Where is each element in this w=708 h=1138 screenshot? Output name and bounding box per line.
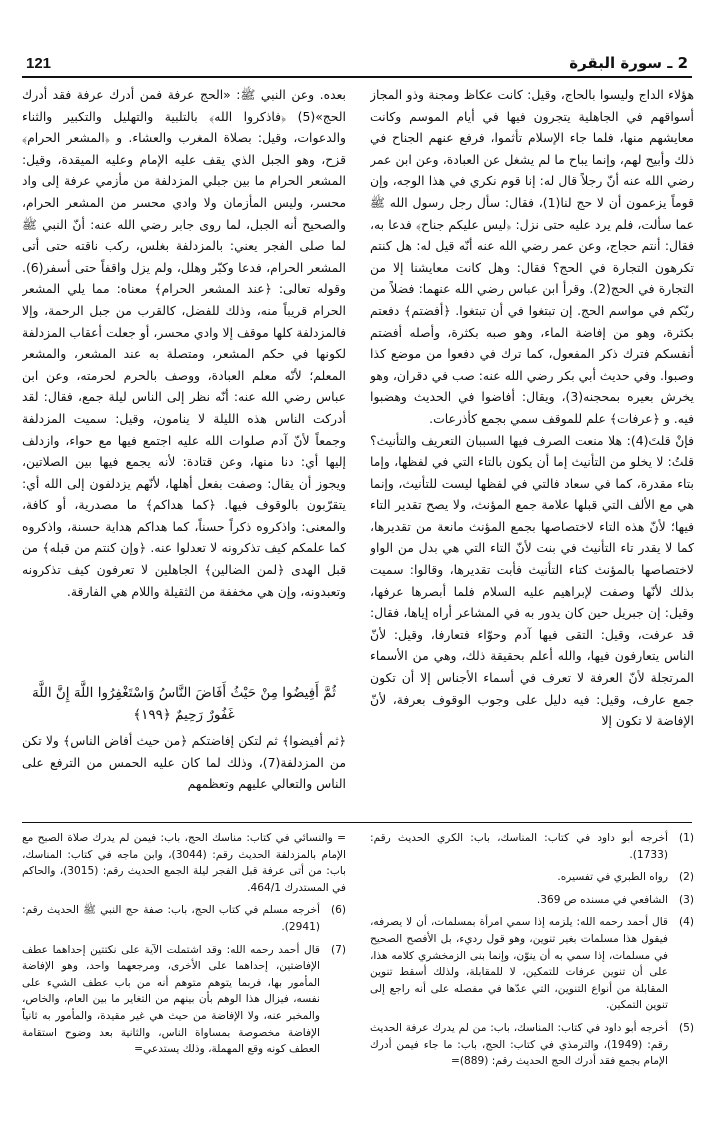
footnote-item <box>370 830 694 863</box>
footnote-text: قال أحمد رحمه الله: وقد اشتملت الآية على نكتتين إحداهما عطف الإفاضتين، إحداهما على الأخرى، ومرجعهما واحد، وهو الإفاضة المأمور بها، فربما يتوهم متوهم أنه من باب عطف الشيء على نفسه، فيزال هذا الوهم بأن بينهم من التغاير ما بين العام، والخاص، والمخبر عنه، ولا الإفاضة من حيث هي غير مقيدة، والمأمور به ثانياً الإفاضة مخصوصة بمساواة الناس، والثانية بعد وضوح استقامة العطف كونه وقع المهملة، وذلك يستدعي= <box>22 943 320 1056</box>
after-verse-paragraph: ﴿ثم أفيضوا﴾ ثم لتكن إفاضتكم ﴿من حيث أفاض الناس﴾ ولا تكن من المزدلفة(7)، وذلك لما كان عليه الحمس من الترفع على الناس والتعالي عليهم وتعظمهم <box>22 733 346 792</box>
footnote-item <box>370 892 694 909</box>
footnote-number: (3) <box>678 893 694 906</box>
footnote-text: قال أحمد رحمه الله: يلزمه إذا سمي امرأة بمسلمات، أن لا يصرفه، فيقول هذا مسلمات بغير تنوين، وهو قول رديء، بل الأفصح الصحيح في مسلمات، إذا سمي به أن ينوّن، وإنما بنى الزمخشري كلامه هذا، على أن تنوين عرفات للتمكين، لا للمقابلة، ولذلك أسقط تنوين المقابلة من أنواع التنوين، التي عدّها في مفصله على أنه راجع إلى تنوين التمكين. <box>370 916 668 1012</box>
footnotes-left-column <box>22 830 346 1130</box>
left-paragraph-1: بعده. وعن النبي ﷺ: «الحج عرفة فمن أدرك عرفة فقد أدرك الحج»(5) ﴿فاذكروا الله﴾ بالتلبية والتهليل والتكبير والثناء والدعوات، وقيل: بصلاة المغرب والعشاء. و ﴿المشعر الحرام﴾ قزح، وهو الجبل الذي يقف عليه الإمام وعليه الميقدة، وقيل: المشعر الحرام ما بين جبلي المزدلفة من مأزمي عرفة إلى واد محسر، وليس المأزمان ولا وادي محسر من المشعر الحرام، والصحيح أنه الجبل، لما روى جابر رضي الله عنه: أنّ النبي ﷺ لما صلى الفجر يعني: بالمزدلفة بغلس، ركب ناقته حتى أتى المشعر الحرام، فدعا وكبّر وهلل، ولم يزل واقفاً حتى أسفر(6). وقوله تعالى: ﴿عند المشعر الحرام﴾ معناه: مما يلي المشعر الحرام قريباً منه، وذلك للفضل، كالقرب من جبل الرحمة، وإلا فالمزدلفة كلها موقف إلا وادي محسر، أو جعلت أعقاب المزدلفة لكونها في حكم المشعر، ومتصلة به عند المشعر، والمشعر المعلم؛ لأنّه معلم العبادة، ووصف بالحرم لحرمته، وعن ابن عباس رضي الله عنه: أنّه نظر إلى الناس ليلة جمع، فقال: لقد أدركت الناس هذه الليلة لا ينامون، وقيل: سميت المزدلفة وجمعاً لأنّ آدم صلوات الله عليه اجتمع فيها مع حواء، وازدلف إليها أي: دنا منها، وعن قتادة: لأنه يجمع فيها بين الصلاتين، ويجوز أن يقال: وصفت بفعل أهلها، لأنّهم يزدلفون إلى الله أي: يتقرّبون بالوقوف فيها. ﴿كما هداكم﴾ ما مصدرية، أو كافة، والمعنى: واذكروه ذكراً حسناً، كما هداكم هداية حسنة، واذكروه كما علمكم كيف تذكرونه لا تعدلوا عنه. ﴿وإن كنتم من قبله﴾ من قبل الهدى ﴿لمن الضالين﴾ الجاهلين لا تعرفون كيف تذكرونه وتعبدونه، وإن هي مخففة من الثقيلة واللام هي الفارقة. <box>22 87 346 599</box>
footnote-number: (4) <box>678 916 694 929</box>
page-number: 121 <box>26 55 52 72</box>
right-paragraph-1: هؤلاء الداج وليسوا بالحاج، وقيل: كانت عكاظ ومجنة وذو المجاز أسواقهم في الجاهلية يتجرون فيها في أيام الموسم وكانت معايشهم منها، فلما جاء الإسلام تأثموا، فرفع عنهم الجناح في ذلك وأبيح لهم، وإنما يباح ما لم يشغل عن العبادة، وعن ابن عمر رضي الله عنه أنّ رجلاً قال له: إنا قوم نكري في هذا الوجه، وإن قوماً يزعمون أن لا حج لنا(1)، فقال: سأل رجل رسول الله ﷺ عما سألت، فلم يرد عليه حتى نزل: ﴿ليس عليكم جناح﴾ فدعا به، فقال: أنتم حجاج، وعن عمر رضي الله عنه أنّه قيل له: هل كنتم تكرهون التجارة في الحج؟ فقال: وهل كانت معايشنا إلا من التجارة في الحج(2). وقرأ ابن عباس رضي الله عنهما: فضلاً من ربّكم في مواسم الحج. إن تبتغوا في أن تبتغوا. ﴿أفضتم﴾ دفعتم بكثرة، وهو من إفاضة الماء، وهو صبه بكثرة، وأصله أفضتم أنفسكم فترك ذكر المفعول، كما ترك في دفعوا من موضع كذا وصبوا. وفي حديث أبي بكر رضي الله عنه: صب في دقران، وهو يخرش بعيره بمحجنه(3)، ويقال: أفاضوا في الحديث وهضبوا فيه. و ﴿عرفات﴾ علم للموقف سمي بجمع كأذرعات. <box>370 87 694 426</box>
after-verse-column <box>22 730 346 800</box>
right-paragraph-2: فإنْ قلتَ(4): هلا منعت الصرف فيها السببان التعريف والتأنيث؟ قلتُ: لا يخلو من التأنيث إما أن يكون بالتاء التي في لفظها، وإما بتاء مقدرة، كما في سعاد فالتي في لفظها ليست للتأنيث، وإنما هي مع الألف التي قبلها علامة جمع المؤنث، ولا يصح تقدير التاء فيها؛ لأنّ هذه التاء لاختصاصها بجمع المؤنث مانعة من تقديرها، كما لا يقدر تاء التأنيث في بنت لأنّ التاء التي هي بدل من الواو لاختصاصها بالمؤنث كتاء التأنيث فأبت تقديرها، وقالوا: سميت بذلك لأنّها وصفت لإبراهيم عليه السلام فلما أبصرها عرفها، وقيل: إن جبريل حين كان يدور به في المشاعر أراه إياها، فقال: قد عرفت، وقيل: التقى فيها آدم وحوّاء فتعارفا، وقيل: لأنّ الناس يتعارفون فيها، والله أعلم بحقيقة ذلك، وهي من الأسماء المرتجلة لأنّ العرفة لا تعرف في أسماء الأجناس إلا أن تكون جمع عارف، وقيل: فيه دليل على وجوب الوقوف بعرفة، لأنّ الإفاضة لا تكون إلا <box>370 432 694 729</box>
footnote-item <box>370 869 694 886</box>
footnote-divider <box>22 822 692 823</box>
footnote-text: رواه الطبري في تفسيره. <box>557 871 668 884</box>
footnote-number: (1) <box>678 832 694 844</box>
footnote-number: (2) <box>678 871 694 884</box>
footnote-text: أخرجه مسلم في كتاب الحج، باب: صفة حج النبي ﷺ الحديث رقم: (2941). <box>22 904 320 933</box>
footnote-item <box>370 914 694 1014</box>
footnotes-right-column <box>370 830 694 1130</box>
footnote-item <box>370 1020 694 1070</box>
quran-verse <box>22 682 346 726</box>
footnote-text: الشافعي في مسنده ص 369. <box>536 893 668 906</box>
right-text-column <box>370 84 694 734</box>
footnote-item <box>22 902 346 935</box>
footnote-text: أخرجه أبو داود في كتاب: المناسك، باب: الكري الحديث رقم: (1733). <box>370 832 668 861</box>
footnote-item <box>22 942 346 1058</box>
verse-text: ثُمَّ أَفِيضُوا مِنْ حَيْثُ أَفَاضَ النَّاسُ وَاسْتَغْفِرُوا اللَّهَ إِنَّ اللَّهَ غَفُورٌ رَحِيمٌ ﴿١٩٩﴾ <box>32 685 336 723</box>
footnote-text: أخرجه أبو داود في كتاب: المناسك، باب: من لم يدرك عرفة الحديث رقم: (1949)، والترمذي في كتاب: الحج، باب: ما جاء فيمن أدرك الإمام بجمع فقد أدرك الحج الحديث رقم: (889)= <box>370 1021 668 1068</box>
footnote-number: (5) <box>678 1021 694 1034</box>
surah-title: 2 ـ سورة البقرة <box>569 54 688 72</box>
footnote-number: (6) <box>330 904 346 917</box>
footnote-continuation: = والنسائي في كتاب: مناسك الحج، باب: فيمن لم يدرك صلاة الصبح مع الإمام بالمزدلفة الحديث رقم: (3044)، وابن ماجه في كتاب: المناسك، باب: من أتى عرفة قبل الفجر ليلة الجمع الحديث رقم: (3015)، والحاكم في المستدرك 464/1. <box>22 832 346 894</box>
footnote-number: (7) <box>330 943 346 956</box>
page-header <box>22 52 692 78</box>
left-text-column <box>22 84 346 676</box>
